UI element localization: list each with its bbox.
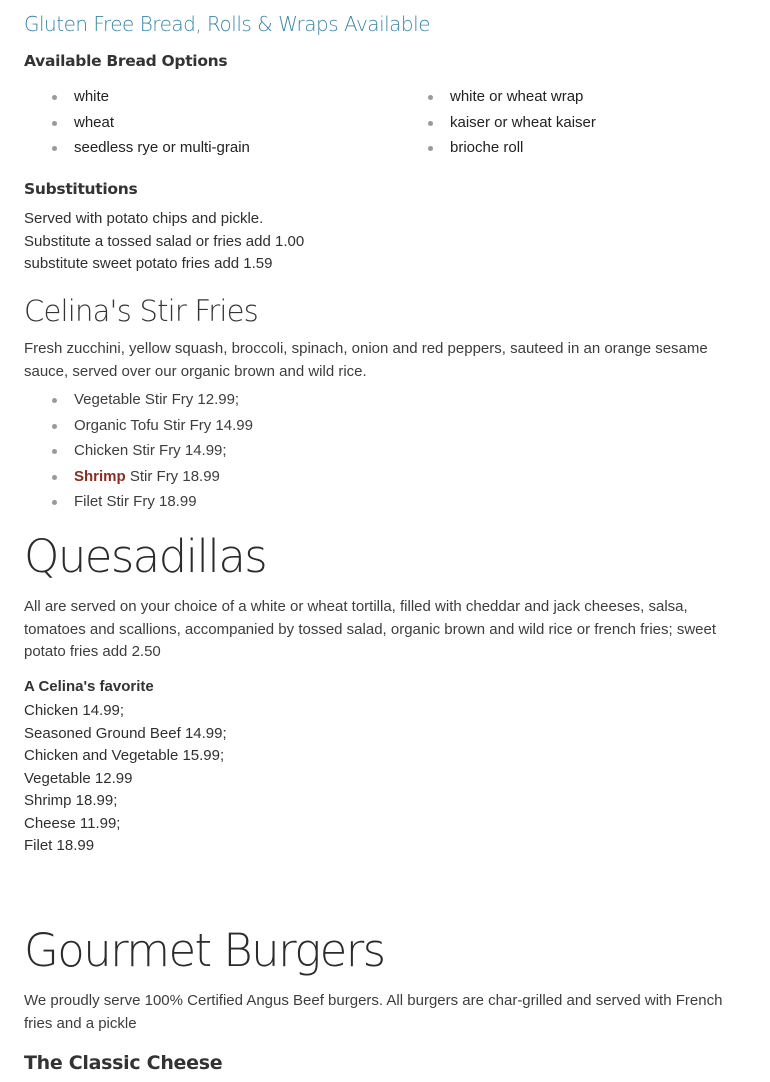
- list-item: Chicken Stir Fry 14.99;: [24, 438, 746, 464]
- quesadillas-description: All are served on your choice of a white or wheat tortilla, filled with cheddar and jack cheeses, salsa, tomatoes and scallions, accompanied by tossed salad, organic brown and wild rice or french fries; sweet potato fries add 2.50: [24, 598, 717, 660]
- bread-options-heading: Available Bread Options: [24, 52, 228, 70]
- list-item: white: [24, 84, 400, 110]
- list-item: Vegetable Stir Fry 12.99;: [24, 387, 746, 413]
- quesadillas-list: [24, 700, 424, 858]
- quesadilla-item: Vegetable 12.99: [24, 769, 133, 787]
- burgers-heading: Gourmet Burgers: [24, 924, 385, 977]
- shrimp-link[interactable]: Shrimp: [74, 467, 126, 485]
- stir-fries-heading: Celina's Stir Fries: [24, 294, 258, 328]
- stir-fries-list: [24, 387, 746, 515]
- quesadilla-item: Chicken and Vegetable 15.99;: [24, 747, 225, 764]
- list-item: kaiser or wheat kaiser: [400, 110, 746, 136]
- substitution-line: Served with potato chips and pickle.: [24, 210, 264, 227]
- list-item: wheat: [24, 110, 400, 136]
- substitutions-text: [24, 208, 744, 276]
- quesadilla-item: Cheese 11.99;: [24, 814, 121, 832]
- substitutions-heading: Substitutions: [24, 180, 138, 198]
- quesadilla-item: Seasoned Ground Beef 14.99;: [24, 724, 227, 742]
- classic-cheese-heading: The Classic Cheese: [24, 1052, 223, 1074]
- quesadilla-item: Shrimp 18.99;: [24, 792, 118, 809]
- quesadilla-item: Filet 18.99: [24, 837, 95, 854]
- bread-options-right-list: [400, 84, 746, 161]
- list-item: seedless rye or multi-grain: [24, 135, 400, 161]
- list-item: Organic Tofu Stir Fry 14.99: [24, 413, 746, 439]
- list-item: Filet Stir Fry 18.99: [24, 489, 746, 515]
- gluten-free-heading: Gluten Free Bread, Rolls & Wraps Available: [24, 12, 430, 36]
- burgers-description: We proudly serve 100% Certified Angus Beef burgers. All burgers are char-grilled and served with French fries and a pickle: [24, 992, 723, 1032]
- list-item: brioche roll: [400, 135, 746, 161]
- quesadilla-item: Chicken 14.99;: [24, 702, 125, 719]
- substitution-line: Substitute a tossed salad or fries add 1.00: [24, 232, 305, 250]
- stir-fries-description: Fresh zucchini, yellow squash, broccoli, spinach, onion and red peppers, sauteed in an orange sesame sauce, served over our organic brown and wild rice.: [24, 340, 708, 380]
- substitution-line: substitute sweet potato fries add 1.59: [24, 255, 273, 272]
- quesadillas-heading: Quesadillas: [24, 530, 267, 583]
- favorite-label: A Celina's favorite: [24, 678, 154, 695]
- shrimp-stir-fry-text: Stir Fry 18.99: [129, 467, 220, 485]
- list-item: [24, 464, 746, 490]
- list-item: white or wheat wrap: [400, 84, 746, 110]
- bread-options-left-list: [24, 84, 400, 161]
